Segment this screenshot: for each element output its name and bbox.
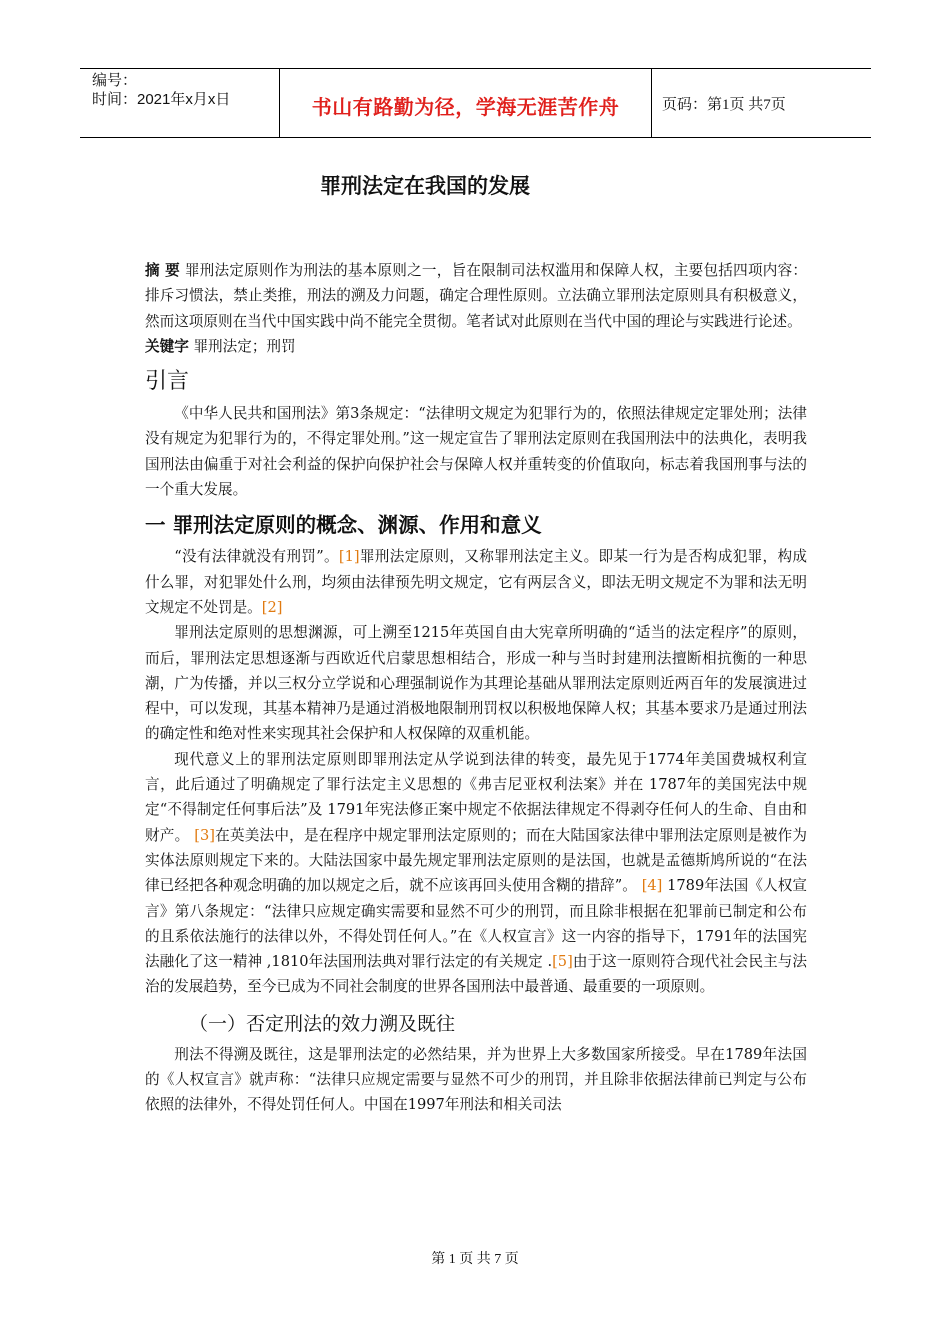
document-title: 罪刑法定在我国的发展 <box>320 174 530 198</box>
paragraph-text: 1789年法国《人权宣言》第八条规定：“法律只应规定确实需要和显然不可少的刑罚，而且除非根据在犯罪前已制定和公布的且系依法施行的法律以外，不得处罚任何人。”在《人权宣言》这一内容的指导下，1791年的法国宪法融化了这一精神 ,1810年法国刑法典对罪行法定的有关规定 . <box>145 877 807 971</box>
paragraph-text: 由于这一原则符合现代社会民主与法治的发展趋势，至今已成为不同社会制度的世界各国刑法中最普通、最重要的一项原则。 <box>145 953 807 996</box>
header-table <box>80 68 871 138</box>
intro-paragraph: 《中华人民共和国刑法》第3条规定：“法律明文规定为犯罪行为的，依照法律规定定罪处刑；法律没有规定为犯罪行为的，不得定罪处刑。”这一规定宣告了罪刑法定原则在我国刑法中的法典化，表明我国刑法由偏重于对社会利益的保护向保护社会与保障人权并重转变的价值取向，标志着我国刑事与法的一个重大发展。 <box>145 405 807 499</box>
header-motto-cell <box>280 69 652 137</box>
paragraph-text: 在英美法中，是在程序中规定罪刑法定原则的；而在大陆国家法律中罪刑法定原则是被作为实体法原则规定下来的。大陆法国家中最先规定罪刑法定原则的是法国，也就是孟德斯鸠所说的“在法律已经把各种观念明确的加以规定之后，就不应该再回头使用含糊的措辞”。 <box>145 826 807 895</box>
footnote-ref-2[interactable]: [2] <box>261 598 283 616</box>
page-number-label: 页码：第1页 共7页 <box>662 97 786 113</box>
paragraph-text: 罪刑法定原则，又称罪刑法定主义。即某一行为是否构成犯罪，构成什么罪，对犯罪处什么刑，均须由法律预先明文规定，它有两层含义，即法无明文规定不为罪和法无明文规定不处罚是。 <box>145 548 807 616</box>
abstract-text: 罪刑法定原则作为刑法的基本原则之一，旨在限制司法权滥用和保障人权，主要包括四项内容：排斥习惯法，禁止类推，刑法的溯及力问题，确定合理性原则。立法确立罪刑法定原则具有积极意义，然而这项原则在当代中国实践中尚不能完全贯彻。笔者试对此原则在当代中国的理论与实践进行论述。 <box>145 262 807 330</box>
section-1-paragraph-3 <box>145 747 807 1000</box>
section-1-paragraph-2: 罪刑法定原则的思想渊源，可上溯至1215年英国自由大宪章所明确的“适当的法定程序”的原则，而后，罪刑法定思想逐渐与西欧近代启蒙思想相结合，形成一种与当时封建刑法擅断相抗衡的一种思潮，广为传播，并以三权分立学说和心理强制说作为其理论基础从罪刑法定原则近两百年的发展演进过程中，可以发现，其基本精神乃是通过消极地限制刑罚权以积极地保障人权；其基本要求乃是通过刑法的确定性和绝对性来实现其社会保护和人权保障的双重机能。 <box>145 624 807 743</box>
document-body <box>145 258 807 1118</box>
paragraph-text: “没有法律就没有刑罚”。 <box>174 548 339 566</box>
footnote-ref-5[interactable]: [5] <box>552 953 573 971</box>
footnote-ref-1[interactable]: [1] <box>338 548 360 566</box>
keywords-label: 关键字 <box>145 337 189 355</box>
subsection-1-heading: （一）否定刑法的效力溯及既往 <box>189 1012 456 1035</box>
page-footer: 第 1 页 共 7 页 <box>431 1252 519 1267</box>
keywords-paragraph <box>145 334 807 359</box>
document-time-label: 时间：2021年x月x日 <box>92 91 231 108</box>
footnote-ref-4[interactable]: [4] <box>641 877 663 895</box>
paragraph-text: 现代意义上的罪刑法定原则即罪刑法定从学说到法律的转变，最先见于1774年美国费城权利宣言，此后通过了明确规定了罪行法定主义思想的《弗吉尼亚权利法案》并在 1787年的美国宪法中规定“不得制定任何事后法”及 1791年宪法修正案中规定不依据法律规定不得剥夺任何人的生命、自由和财产。 <box>145 750 807 844</box>
document-number-label: 编号： <box>92 72 138 89</box>
header-info-cell <box>80 69 280 137</box>
motto-text: 书山有路勤为径，学海无涯苦作舟 <box>311 95 620 119</box>
keywords-text: 罪刑法定；刑罚 <box>193 337 296 355</box>
header-page-cell <box>652 69 871 137</box>
abstract-label: 摘 要 <box>145 262 180 279</box>
subsection-1-paragraph-1: 刑法不得溯及既往，这是罪刑法定的必然结果，并为世界上大多数国家所接受。早在1789年法国的《人权宣言》就声称：“法律只应规定需要与显然不可少的刑罚，并且除非依据法律前已判定与公布依照的法律外，不得处罚任何人。中国在1997年刑法和相关司法 <box>145 1045 807 1114</box>
section-1-heading: 一 罪刑法定原则的概念、渊源、作用和意义 <box>145 513 542 538</box>
intro-heading: 引言 <box>145 369 190 395</box>
footnote-ref-3[interactable]: [3] <box>194 826 215 844</box>
section-1-paragraph-1 <box>145 544 807 620</box>
abstract-paragraph <box>145 258 807 334</box>
